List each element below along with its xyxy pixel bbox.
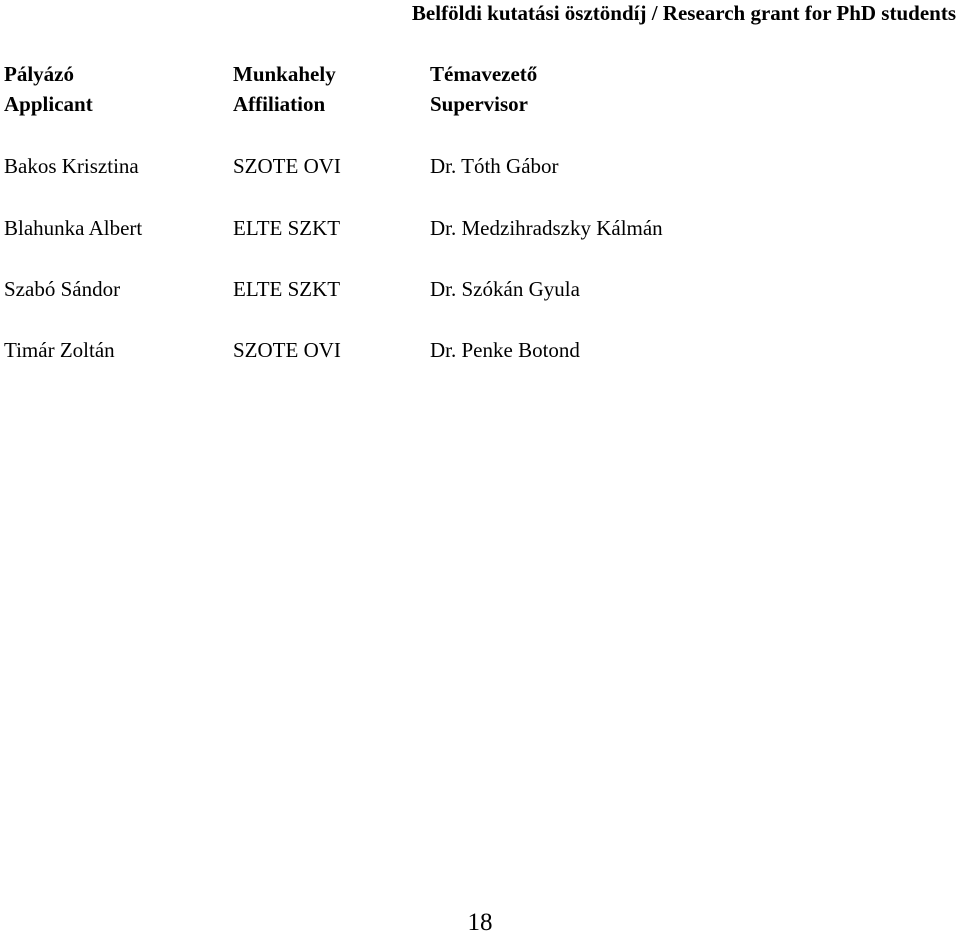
header-affiliation-en: Affiliation [233, 92, 326, 116]
page-title: Belföldi kutatási ösztöndíj / Research grant for PhD students [411, 1, 956, 25]
row-1-applicant: Bakos Krisztina [4, 154, 139, 178]
header-applicant-en: Applicant [4, 92, 93, 116]
row-4-affiliation: SZOTE OVI [233, 338, 341, 362]
row-3-supervisor: Dr. Szókán Gyula [430, 277, 580, 301]
row-3-affiliation: ELTE SZKT [233, 277, 341, 301]
header-supervisor-en: Supervisor [430, 92, 529, 116]
row-3-applicant: Szabó Sándor [4, 277, 121, 301]
row-1-affiliation: SZOTE OVI [233, 154, 341, 178]
row-4-applicant: Timár Zoltán [4, 338, 115, 362]
row-1-supervisor: Dr. Tóth Gábor [430, 154, 559, 178]
header-applicant-hu: Pályázó [4, 62, 74, 86]
row-4-supervisor: Dr. Penke Botond [430, 338, 580, 362]
header-supervisor-hu: Témavezető [430, 62, 538, 86]
row-2-affiliation: ELTE SZKT [233, 216, 341, 240]
header-affiliation-hu: Munkahely [233, 62, 336, 86]
page-number: 18 [467, 909, 493, 936]
row-2-supervisor: Dr. Medzihradszky Kálmán [430, 216, 663, 240]
row-2-applicant: Blahunka Albert [4, 216, 143, 240]
